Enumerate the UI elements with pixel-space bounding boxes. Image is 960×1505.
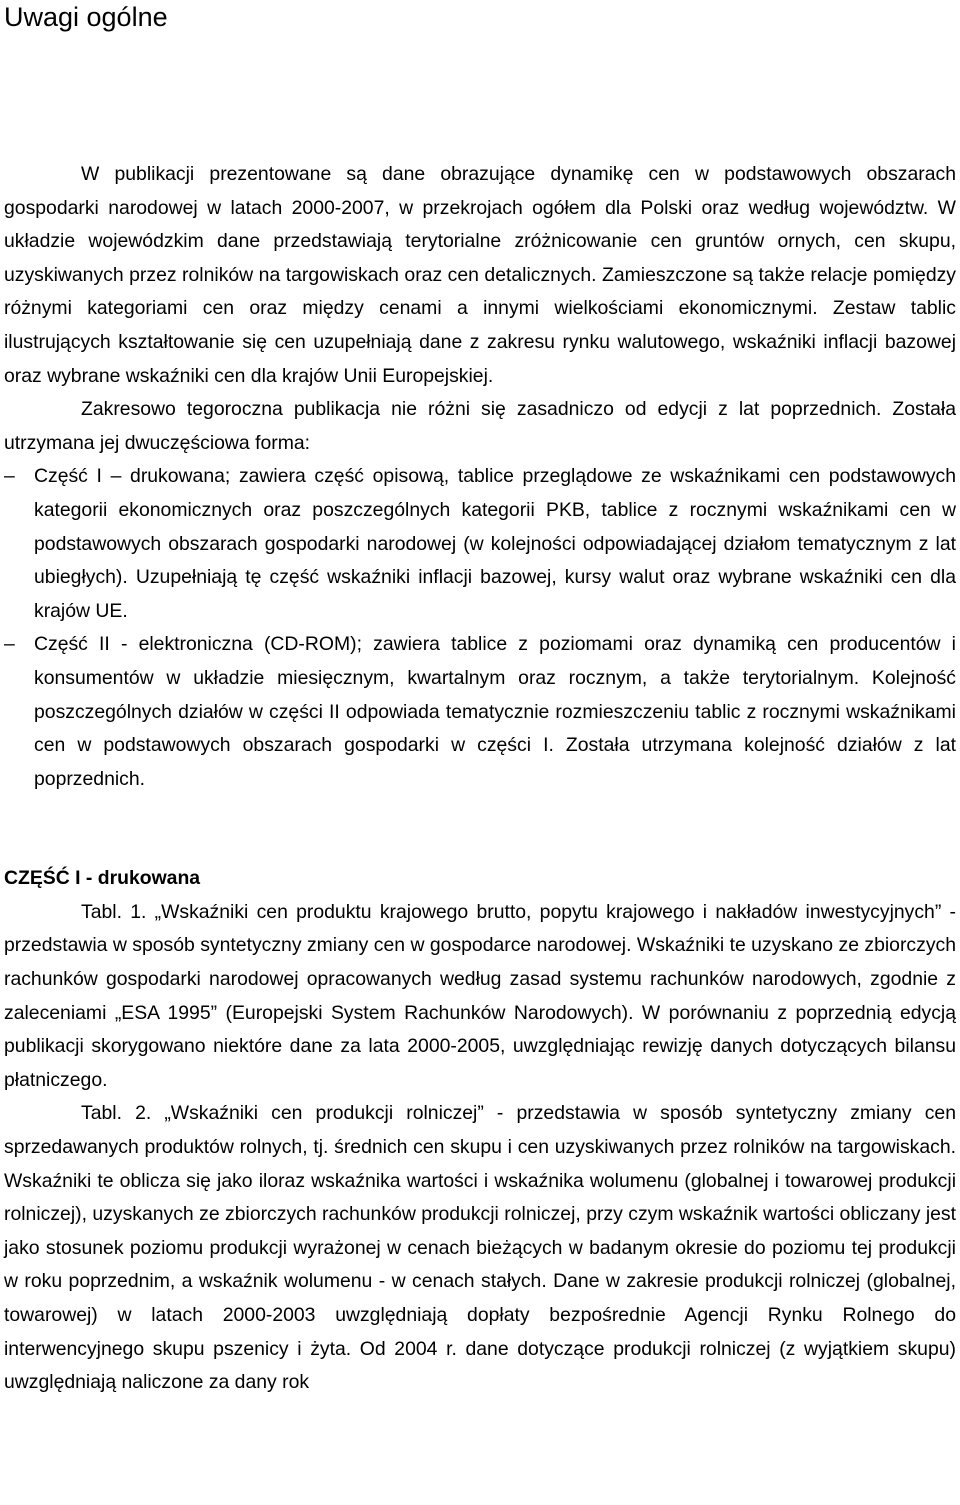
list-item-part-2 bbox=[4, 628, 956, 796]
tabl-2-paragraph: Tabl. 2. „Wskaźniki cen produkcji rolniczej” - przedstawia w sposób syntetyczny zmiany cen sprzedawanych produktów rolnych, tj. średnich cen skupu i cen uzyskiwanych przez rolników na targowiskach. Wskaźniki te oblicza się jako iloraz wskaźnika wartości i wskaźnika wolumenu (globalnej i towarowej produkcji rolniczej), uzyskanych ze zbiorczych rachunków produkcji rolniczej, przy czym wskaźnik wartości obliczany jest jako stosunek poziomu produkcji wyrażonej w cenach bieżących w badanym okresie do poziomu tej produkcji w roku poprzednim, a wskaźnik wolumenu - w cenach stałych. Dane w zakresie produkcji rolniczej (globalnej, towarowej) w latach 2000-2003 uwzględniają dopłaty bezpośrednie Agencji Rynku Rolnego do interwencyjnego skupu pszenicy i żyta. Od 2004 r. dane dotyczące produkcji rolniczej (z wyjątkiem skupu) uwzględniają naliczone za dany rok bbox=[4, 1102, 956, 1394]
parts-list bbox=[4, 460, 956, 796]
list-item-text: Część II - elektroniczna (CD-ROM); zawiera tablice z poziomami oraz dynamiką cen producentów i konsumentów w układzie miesięcznym, kwartalnym oraz rocznym, a także terytorialnym. Kolejność poszczególnych działów w części II odpowiada tematycznie rozmieszczeniu tablic z rocznymi wskaźnikami cen w podstawowych obszarach gospodarki w części I. Została utrzymana kolejność działów z lat poprzednich. bbox=[34, 633, 956, 790]
document-page bbox=[4, 0, 956, 1400]
document-title: Uwagi ogólne bbox=[4, 2, 168, 32]
dash-bullet: – bbox=[4, 633, 15, 656]
intro-paragraph-1: W publikacji prezentowane są dane obrazujące dynamikę cen w podstawowych obszarach gospodarki narodowej w latach 2000-2007, w przekrojach ogółem dla Polski oraz według województw. W układzie wojewódzkim dane przedstawiają terytorialne zróżnicowanie cen gruntów ornych, cen skupu, uzyskiwanych przez rolników na targowiskach oraz cen detalicznych. Zamieszczone są także relacje pomiędzy różnymi kategoriami cen oraz między cenami a innymi wielkościami ekonomicznymi. Zestaw tablic ilustrujących kształtowanie się cen uzupełniają dane z zakresu rynku walutowego, wskaźniki inflacji bazowej oraz wybrane wskaźniki cen dla krajów Unii Europejskiej. bbox=[4, 163, 956, 387]
dash-bullet: – bbox=[4, 465, 15, 488]
list-item-text: Część I – drukowana; zawiera część opisową, tablice przeglądowe ze wskaźnikami cen podstawowych kategorii ekonomicznych oraz poszczególnych kategorii PKB, tablice z rocznymi wskaźnikami cen w podstawowych obszarach gospodarki narodowej (w kolejności odpowiadającej działom tematycznym z lat ubiegłych). Uzupełniają tę część wskaźniki inflacji bazowej, kursy walut oraz wybrane wskaźniki cen dla krajów UE. bbox=[34, 465, 956, 622]
tabl-1-paragraph: Tabl. 1. „Wskaźniki cen produktu krajowego brutto, popytu krajowego i nakładów inwestycyjnych” - przedstawia w sposób syntetyczny zmiany cen w gospodarce narodowej. Wskaźniki te uzyskano ze zbiorczych rachunków gospodarki narodowej opracowanych według zasad systemu rachunków narodowych, zgodnie z zaleceniami „ESA 1995” (Europejski System Rachunków Narodowych). W porównaniu z poprzednią edycją publikacji skorygowano niektóre dane za lata 2000-2005, uwzględniając rewizję danych dotyczących bilansu płatniczego. bbox=[4, 900, 956, 1091]
list-item-part-1 bbox=[4, 460, 956, 628]
section-heading: CZĘŚĆ I - drukowana bbox=[4, 867, 201, 890]
intro-paragraph-2: Zakresowo tegoroczna publikacja nie różni się zasadniczo od edycji z lat poprzednich. Została utrzymana jej dwuczęściowa forma: bbox=[4, 398, 956, 454]
